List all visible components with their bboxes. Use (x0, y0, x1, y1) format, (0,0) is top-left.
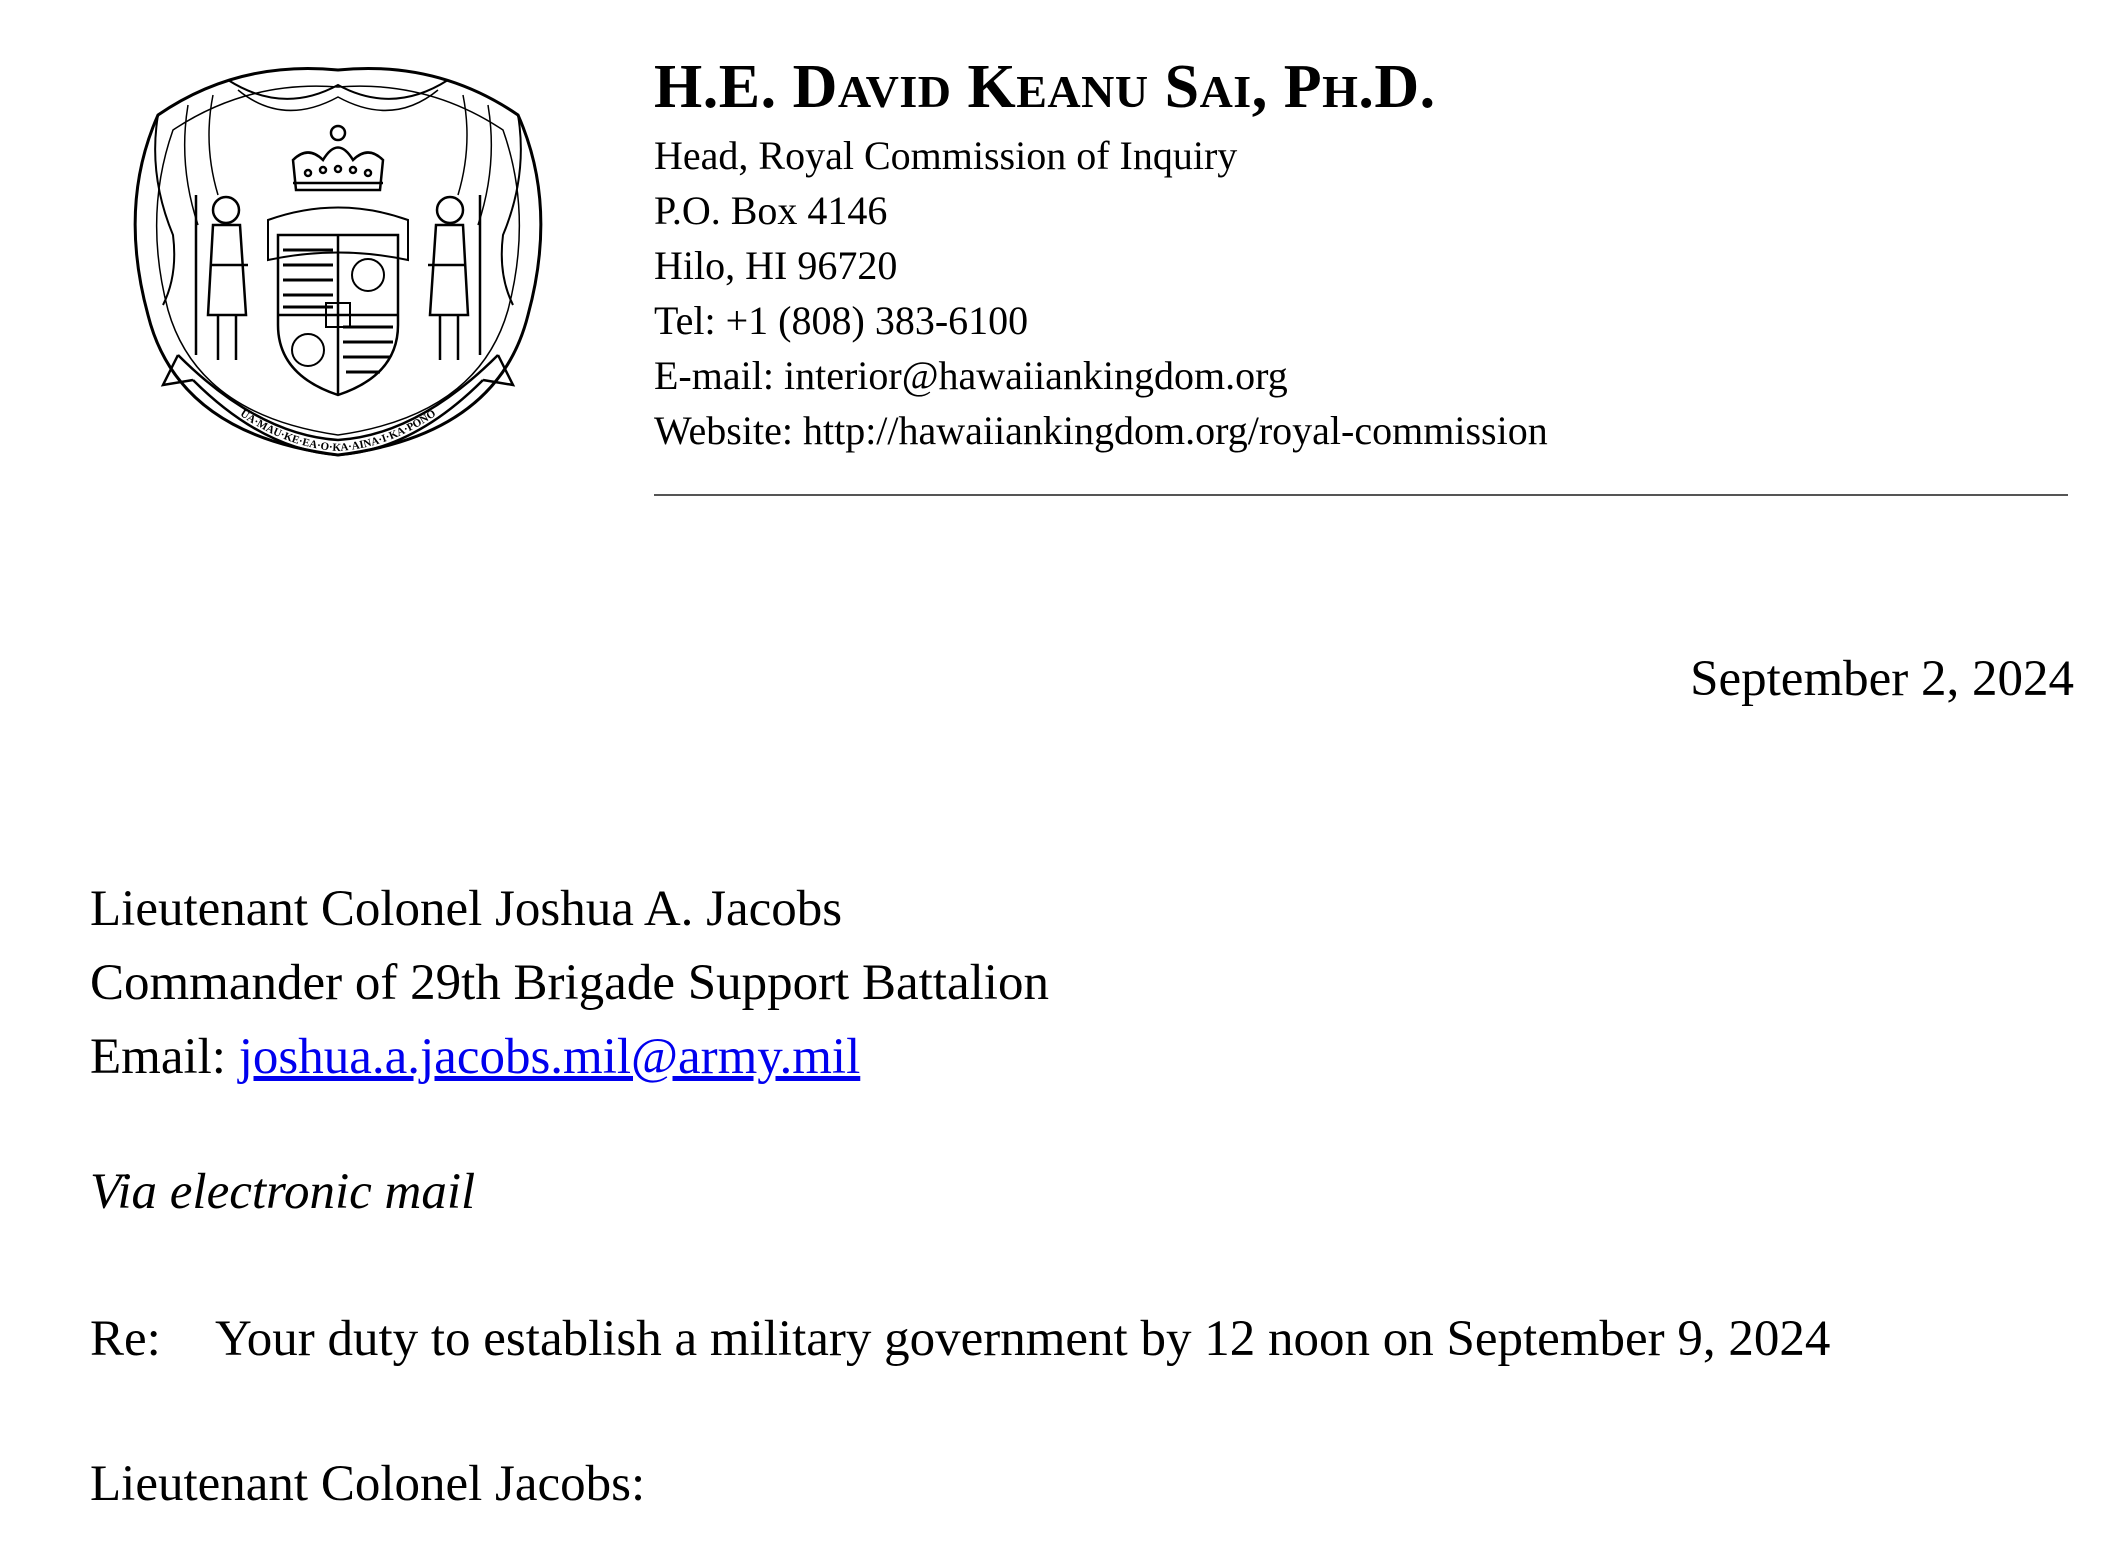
svg-text:UA·MAU·KE·EA·O·KA·AINA·I·KA·PO (238, 407, 439, 454)
sender-website: Website: http://hawaiiankingdom.org/royal-commission (654, 408, 1548, 453)
seal-motto: UA·MAU·KE·EA·O·KA·AINA·I·KA·PONO (237, 407, 439, 455)
subject-label: Re: (90, 1311, 161, 1367)
coat-of-arms-icon (118, 55, 558, 465)
letter-date: September 2, 2024 (1690, 651, 2074, 707)
sender-name (654, 52, 1436, 123)
sender-name-part: H.E. D (654, 53, 838, 121)
recipient-title: Commander of 29th Brigade Support Battalion (90, 955, 1049, 1011)
sender-name-smallcaps: AVID (837, 66, 952, 117)
recipient-name: Lieutenant Colonel Joshua A. Jacobs (90, 881, 843, 937)
subject-line (90, 1310, 1830, 1368)
letterhead-divider (654, 494, 2068, 496)
subject-text: Your duty to establish a military government by 12 noon on September 9, 2024 (215, 1311, 1831, 1367)
sender-phone: Tel: +1 (808) 383-6100 (654, 298, 1029, 343)
recipient-email-label: Email: (90, 1029, 239, 1085)
delivery-method: Via electronic mail (90, 1164, 476, 1220)
recipient-email-line (90, 1020, 1049, 1094)
sender-name-part: K (951, 53, 1017, 121)
recipient-block (90, 872, 1049, 1094)
sender-name-part: , P (1251, 53, 1323, 121)
hawaiian-kingdom-seal (118, 55, 558, 465)
sender-name-smallcaps: EANU (1016, 66, 1149, 117)
sender-po-box: P.O. Box 4146 (654, 188, 888, 233)
sender-title: Head, Royal Commission of Inquiry (654, 133, 1238, 178)
sender-email: E-mail: interior@hawaiiankingdom.org (654, 353, 1288, 398)
sender-name-part: S (1148, 53, 1200, 121)
sender-name-smallcaps: AI (1199, 66, 1252, 117)
sender-name-smallcaps: H (1322, 66, 1359, 117)
sender-contact-block (654, 128, 1548, 458)
sender-city: Hilo, HI 96720 (654, 243, 898, 288)
salutation: Lieutenant Colonel Jacobs: (90, 1456, 646, 1512)
sender-name-part: .D. (1358, 53, 1436, 121)
recipient-email-link[interactable]: joshua.a.jacobs.mil@army.mil (238, 1029, 861, 1085)
